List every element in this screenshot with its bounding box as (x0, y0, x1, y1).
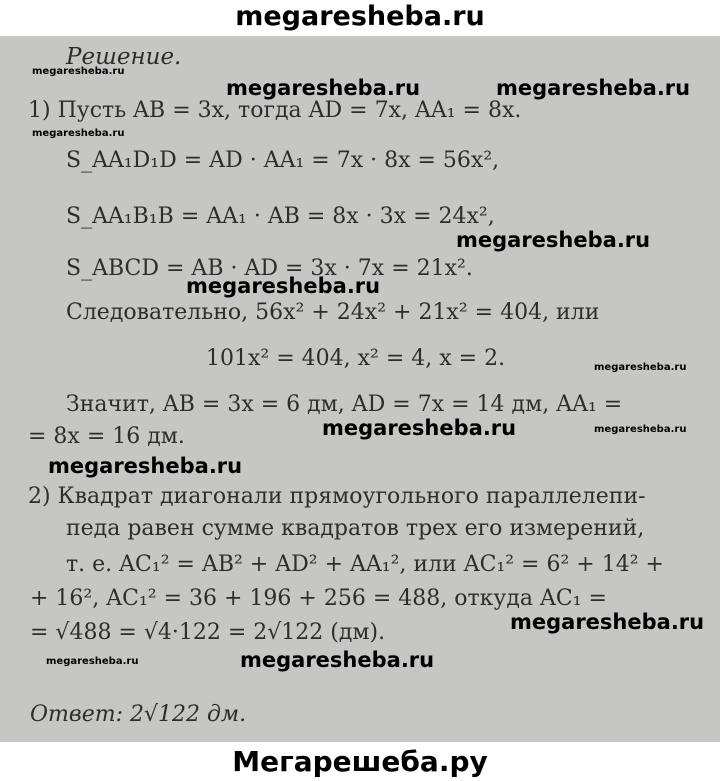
watermark: megaresheba.ru (456, 228, 651, 252)
solution-line: т. е. AC₁² = AB² + AD² + AA₁², или AC₁² = 6² + 14² + (66, 552, 664, 577)
solution-line: Значит, AB = 3x = 6 дм, AD = 7x = 14 дм, AA₁ = (66, 392, 623, 417)
watermark: megaresheba.ru (594, 362, 687, 373)
watermark: megaresheba.ru (510, 610, 705, 634)
solution-line: = 8x = 16 дм. (28, 424, 185, 449)
watermark: megaresheba.ru (46, 656, 139, 667)
watermark: megaresheba.ru (32, 66, 125, 77)
solution-line: S_AA₁B₁B = AA₁ · AB = 8x · 3x = 24x², (66, 204, 495, 229)
solution-line: 101x² = 404, x² = 4, x = 2. (206, 346, 506, 371)
solution-line: 2) Квадрат диагонали прямоугольного параллелепи- (28, 484, 646, 509)
watermark: megaresheba.ru (226, 76, 421, 100)
solution-line: S_AA₁D₁D = AD · AA₁ = 7x · 8x = 56x², (66, 148, 500, 173)
watermark: megaresheba.ru (322, 416, 517, 440)
site-header: megaresheba.ru (0, 0, 720, 36)
watermark: megaresheba.ru (48, 454, 243, 478)
answer-line: Ответ: 2√122 дм. (30, 702, 247, 727)
watermark: megaresheba.ru (32, 128, 125, 139)
watermark: megaresheba.ru (594, 424, 687, 435)
solution-line: педа равен сумме квадратов трех его измерений, (66, 516, 645, 541)
solution-line: S_ABCD = AB · AD = 3x · 7x = 21x². (66, 256, 473, 281)
solution-line: = √488 = √4·122 = 2√122 (дм). (30, 620, 386, 645)
watermark: megaresheba.ru (240, 648, 435, 672)
watermark: megaresheba.ru (186, 274, 381, 298)
textbook-page (0, 36, 720, 742)
solution-line: + 16², AC₁² = 36 + 196 + 256 = 488, откуда AC₁ = (30, 586, 607, 611)
solution-line: Следовательно, 56x² + 24x² + 21x² = 404, или (66, 300, 600, 325)
solution-heading: Решение. (66, 44, 182, 70)
watermark: megaresheba.ru (496, 76, 691, 100)
solution-line: 1) Пусть AB = 3x, тогда AD = 7x, AA₁ = 8x. (28, 98, 522, 123)
site-footer: Мегарешеба.ру (0, 742, 720, 781)
